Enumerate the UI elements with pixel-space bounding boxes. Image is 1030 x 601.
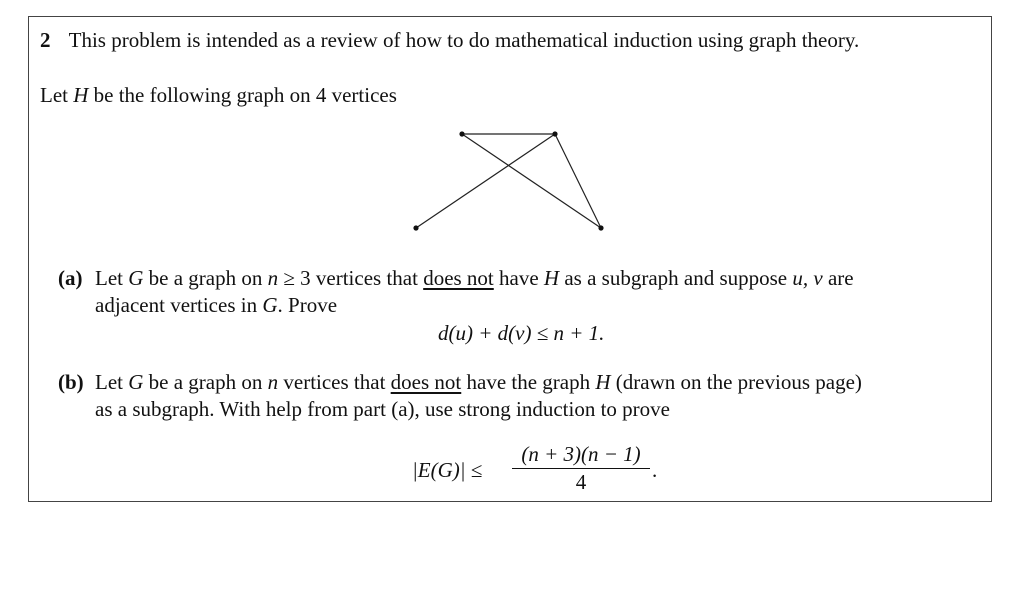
graph-sentence [40, 82, 397, 108]
part-b-formula-lhs [412, 457, 482, 483]
part-b-underline: does not [390, 370, 462, 394]
graph-sentence-var: H [73, 83, 89, 107]
graph-sentence-pre: Let [40, 83, 74, 107]
graph-edge-right [555, 134, 601, 228]
part-a-text: be a graph on [143, 266, 268, 290]
part-b-text: Let [95, 370, 129, 394]
problem-intro: This problem is intended as a review of how to do mathematical induction using graph theory. [68, 28, 860, 52]
part-a-var-g: G [128, 266, 144, 290]
part-a-formula-rhs: ≤ n + 1. [531, 321, 605, 345]
part-a-text: have [493, 266, 544, 290]
graph-vertex-top-left [459, 131, 464, 136]
part-b-text: have the graph [461, 370, 596, 394]
part-b-line2: as a subgraph. With help from part (a), use strong induction to prove [95, 397, 670, 421]
part-a-text: adjacent vertices in [95, 293, 263, 317]
graph-vertex-bottom-right [598, 225, 603, 230]
graph-h-diagram [400, 120, 620, 240]
part-a-text: as a subgraph and suppose [559, 266, 793, 290]
part-b-line1 [95, 369, 862, 395]
graph-edge-cross-2 [416, 134, 555, 228]
part-b-fraction [510, 442, 652, 494]
part-b-text: (drawn on the previous page) [610, 370, 862, 394]
problem-header [40, 27, 859, 53]
part-b-text: be a graph on [143, 370, 268, 394]
part-a-line2 [95, 292, 337, 318]
part-b-fraction-bar [512, 468, 650, 469]
part-a-text: . Prove [277, 293, 338, 317]
part-a-line1 [95, 265, 854, 291]
graph-vertex-bottom-left [413, 225, 418, 230]
part-a-formula-lhs: d(u) + d(v) [438, 321, 532, 345]
part-b-var-g: G [128, 370, 144, 394]
graph-edge-cross-1 [462, 134, 601, 228]
part-b-formula-lhs-text: |E(G)| ≤ [412, 458, 483, 482]
part-a-var-uv: u, v [792, 266, 823, 290]
part-b-text: vertices that [278, 370, 391, 394]
part-b-fraction-denominator: 4 [575, 470, 587, 494]
part-a-label: (a) [58, 266, 83, 290]
part-a-formula [438, 320, 604, 346]
part-a-var-h: H [543, 266, 560, 290]
graph-sentence-post: be the following graph on 4 vertices [88, 83, 397, 107]
part-b-var-h: H [595, 370, 611, 394]
part-a-text: Let [95, 266, 129, 290]
part-b-fraction-numerator: (n + 3)(n − 1) [521, 442, 641, 466]
part-b-var-n: n [267, 370, 279, 394]
part-b-formula-end: . [652, 458, 658, 482]
graph-vertex-top-right [552, 131, 557, 136]
part-a-underline: does not [423, 266, 494, 290]
part-b-label: (b) [58, 370, 84, 394]
problem-number: 2 [40, 28, 51, 52]
part-a-var-n: n [267, 266, 279, 290]
part-a-text: are [822, 266, 854, 290]
part-a-text: ≥ 3 vertices that [278, 266, 424, 290]
part-a-var-g: G [262, 293, 278, 317]
